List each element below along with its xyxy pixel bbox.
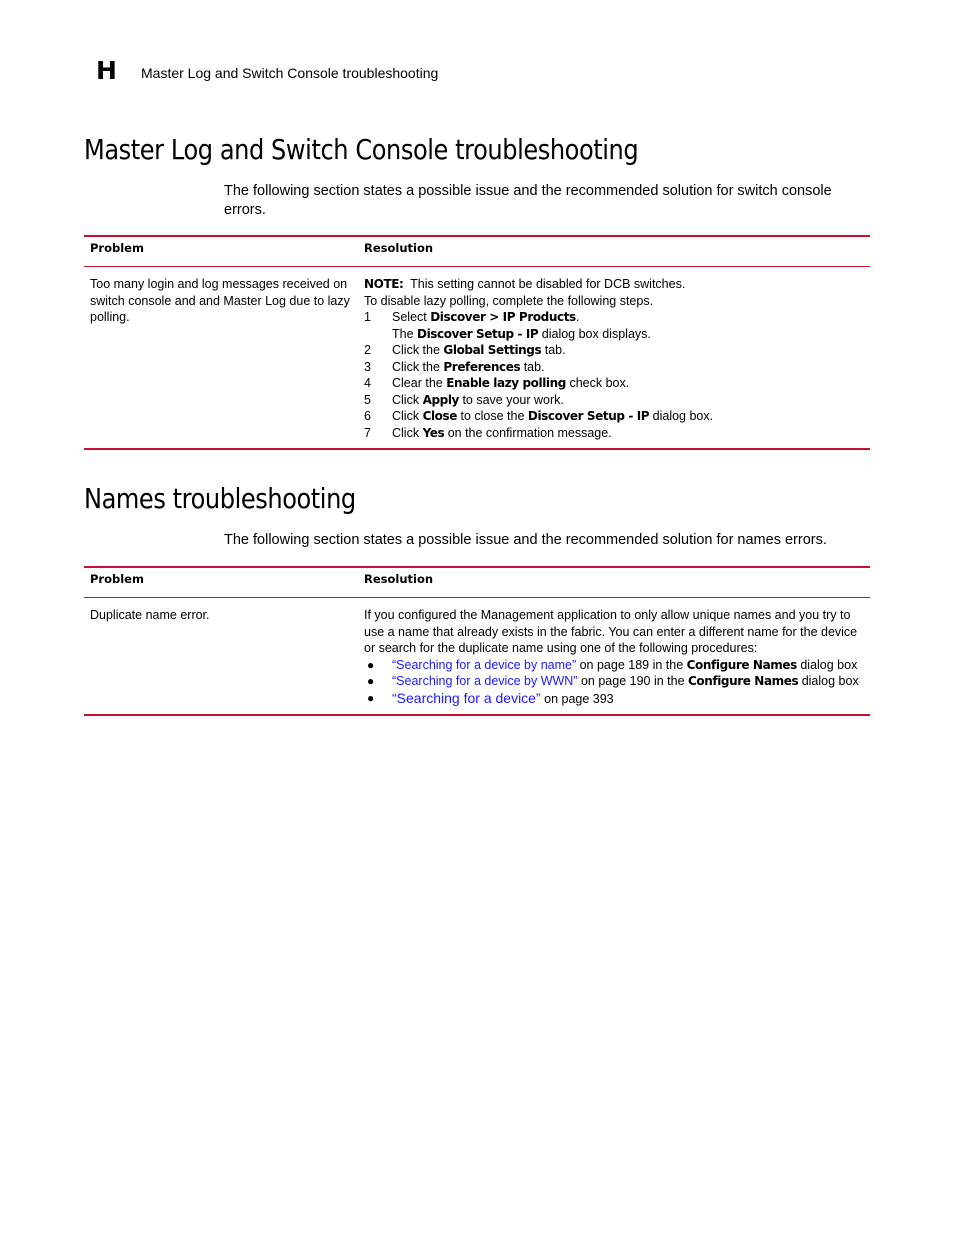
step-text: The	[392, 326, 418, 341]
column-header-problem: Problem	[90, 241, 144, 255]
column-header-problem: Problem	[90, 572, 144, 586]
step-text: to close the	[457, 409, 528, 423]
bullet-icon: ●	[367, 690, 375, 705]
step-number: 4	[364, 376, 371, 390]
page-reference: on page 393	[540, 691, 614, 706]
names-table	[84, 566, 870, 716]
step-text: Click the	[392, 359, 444, 374]
resolution-cell	[358, 267, 870, 450]
step-text: check box.	[565, 376, 630, 390]
step-text: Click the	[392, 343, 444, 357]
problem-cell: Duplicate name error.	[90, 608, 210, 622]
section-title-names: Names troubleshooting	[84, 482, 356, 515]
section-title-master-log: Master Log and Switch Console troubleshooting	[84, 133, 639, 166]
item-text: dialog box	[798, 674, 859, 688]
list-item	[364, 673, 864, 690]
step-text: on the confirmation message.	[444, 425, 612, 440]
step-text: dialog box.	[649, 409, 714, 423]
page-reference: on page 189 in the	[576, 657, 687, 672]
problem-cell: Too many login and log messages received on switch console and and Master Log due to lazy polling.	[90, 277, 350, 324]
step-text: Clear the	[392, 376, 447, 390]
step-text: Click	[392, 425, 423, 440]
step-text: Click	[392, 409, 423, 423]
chapter-letter: H	[96, 56, 117, 85]
step-text: tab.	[541, 343, 566, 357]
step-result	[364, 326, 864, 343]
note	[364, 276, 864, 293]
ui-label: Preferences	[443, 359, 521, 374]
resolution-lead: If you configured the Management application to only allow unique names and you try to use a name that already exists in the fabric. You can enter a different name for the device or search for the duplicate name using one of the following procedures:	[364, 608, 858, 655]
step-item	[364, 392, 864, 409]
section-intro-master-log: The following section states a possible issue and the recommended solution for switch console errors.	[224, 183, 832, 218]
note-text: This setting cannot be disabled for DCB switches.	[410, 277, 686, 291]
step-number: 1	[364, 310, 371, 324]
item-text: dialog box	[796, 657, 858, 672]
step-number: 6	[364, 409, 371, 423]
table-row	[84, 267, 870, 450]
step-text: tab.	[520, 359, 545, 374]
step-item	[364, 408, 864, 425]
step-item	[364, 359, 864, 376]
list-item	[364, 690, 864, 708]
ui-label: Global Settings	[443, 343, 542, 357]
step-number: 7	[364, 425, 371, 440]
dialog-name: Configure Names	[688, 674, 799, 688]
ui-label: Apply	[422, 392, 459, 407]
dialog-name: Configure Names	[686, 657, 797, 672]
ui-label: Enable lazy polling	[446, 376, 566, 390]
step-item	[364, 425, 864, 442]
cross-reference-link[interactable]: “Searching for a device by WWN”	[392, 674, 578, 688]
bullet-icon: ●	[367, 657, 375, 672]
step-item	[364, 309, 864, 326]
ui-label: Close	[422, 409, 458, 423]
page-reference: on page 190 in the	[577, 674, 688, 688]
dialog-name: Discover Setup - IP	[417, 326, 539, 341]
step-text: Click	[392, 392, 423, 407]
step-text: .	[575, 310, 580, 324]
step-item	[364, 375, 864, 392]
resolution-cell	[358, 598, 870, 716]
bullet-icon: ●	[367, 674, 375, 688]
step-number: 3	[364, 359, 371, 374]
step-number: 5	[364, 392, 371, 407]
section-intro-names: The following section states a possible issue and the recommended solution for names errors.	[224, 532, 827, 548]
steps-lead: To disable lazy polling, complete the following steps.	[364, 293, 654, 308]
step-text: dialog box displays.	[538, 326, 651, 341]
note-label: NOTE:	[364, 277, 404, 291]
ui-label: Yes	[422, 425, 445, 440]
step-item	[364, 342, 864, 359]
cross-reference-link[interactable]: “Searching for a device”	[392, 689, 541, 706]
cross-reference-link[interactable]: “Searching for a device by name”	[392, 657, 577, 672]
step-number: 2	[364, 343, 371, 357]
dialog-name: Discover Setup - IP	[527, 409, 650, 423]
list-item	[364, 657, 864, 674]
menu-path: Discover > IP Products	[430, 310, 576, 324]
running-header: Master Log and Switch Console troubleshooting	[141, 65, 439, 81]
table-row	[84, 598, 870, 716]
step-text: Select	[392, 310, 431, 324]
master-log-table	[84, 235, 870, 450]
column-header-resolution: Resolution	[364, 572, 434, 586]
step-text: to save your work.	[458, 392, 564, 407]
column-header-resolution: Resolution	[364, 241, 434, 255]
